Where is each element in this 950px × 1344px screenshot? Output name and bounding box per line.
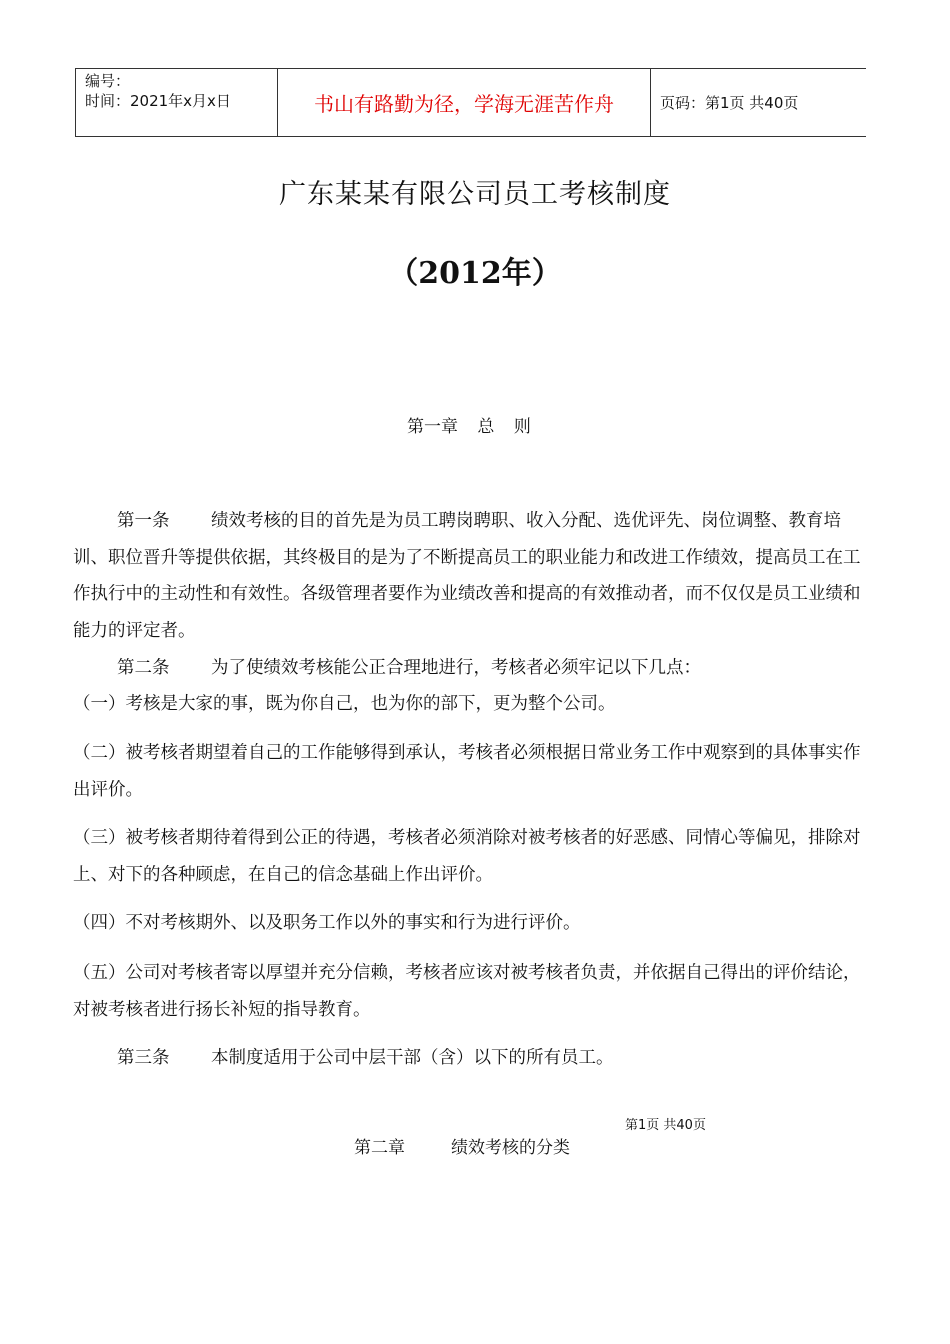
document-header (75, 68, 866, 137)
chapter-1-word1: 总 (477, 417, 495, 437)
document-subtitle: （2012年） (388, 256, 562, 291)
article-2-item-5: （五）公司对考核者寄以厚望并充分信赖，考核者应该对被考核者负责，并依据自己得出的评价结论，对被考核者进行扬长补短的指导教育。 (73, 963, 861, 1020)
chapter-2-title: 绩效考核的分类 (451, 1138, 570, 1158)
header-page-label: 页码：第1页 共40页 (660, 94, 799, 112)
header-motto: 书山有路勤为径，学海无涯苦作舟 (278, 69, 651, 136)
chapter-1-word2: 则 (513, 417, 531, 437)
article-2-item-3: （三）被考核者期待着得到公正的待遇，考核者必须消除对被考核者的好恶感、同情心等偏见，排除对上、对下的各种顾虑，在自己的信念基础上作出评价。 (73, 828, 861, 885)
header-number-label: 编号： (85, 72, 131, 90)
chapter-1-number: 第一章 (407, 417, 458, 437)
article-2 (73, 650, 873, 687)
article-2-item-4: （四）不对考核期外、以及职务工作以外的事实和行为进行评价。 (73, 913, 581, 933)
chapter-2-number: 第二章 (354, 1138, 405, 1158)
chapter-2-heading (354, 1133, 570, 1158)
article-2-item-1: （一）考核是大家的事，既为你自己，也为你的部下，更为整个公司。 (73, 694, 616, 714)
document-title: 广东某某有限公司员工考核制度 (279, 179, 671, 210)
article-1-label: 第一条 (117, 511, 170, 531)
article-1 (73, 503, 873, 649)
article-2-label: 第二条 (117, 658, 170, 678)
article-2-text: 为了使绩效考核能公正合理地进行，考核者必须牢记以下几点： (211, 658, 701, 678)
page-footer-number: 第1页 共40页 (625, 1118, 706, 1133)
chapter-1-heading (407, 412, 545, 437)
article-3-text: 本制度适用于公司中层干部（含）以下的所有员工。 (211, 1048, 614, 1068)
article-3 (73, 1040, 873, 1077)
article-2-item-2: （二）被考核者期望着自己的工作能够得到承认，考核者必须根据日常业务工作中观察到的具体事实作出评价。 (73, 743, 861, 800)
header-meta-cell (76, 69, 278, 136)
header-time-label: 时间：2021年x月x日 (85, 92, 231, 110)
article-1-text: 绩效考核的目的首先是为员工聘岗聘职、收入分配、选优评先、岗位调整、教育培训、职位晋升等提供依据，其终极目的是为了不断提高员工的职业能力和改进工作绩效，提高员工在工作执行中的主动性和有效性。各级管理者要作为业绩改善和提高的有效推动者，而不仅仅是员工业绩和能力的评定者。 (73, 511, 861, 641)
article-3-label: 第三条 (117, 1048, 170, 1068)
